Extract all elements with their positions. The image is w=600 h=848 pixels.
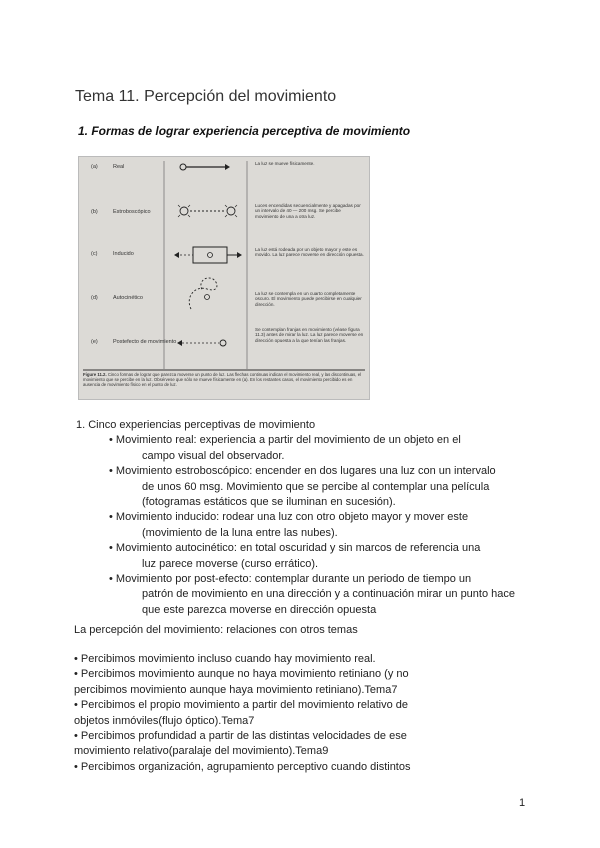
- list-item-line: • Movimiento estroboscópico: encender en dos lugares una luz con un intervalo: [109, 465, 496, 478]
- list-item-line: (fotogramas estáticos que se iluminan en sucesión).: [142, 496, 396, 509]
- relations-line: percibimos movimiento aunque haya movimiento retiniano).Tema7: [74, 683, 398, 696]
- figure-11-2: [78, 156, 370, 400]
- list-item-line: patrón de movimiento en una dirección y a continuación mirar un punto hace: [142, 588, 516, 601]
- row-label: Autocinético: [113, 295, 143, 301]
- row-letter: (e): [91, 339, 98, 345]
- list-item-line: de unos 60 msg. Movimiento que se percibe al contemplar una película: [142, 480, 490, 493]
- row-label: Inducido: [113, 251, 134, 257]
- row-label: Real: [113, 164, 125, 170]
- row-description: La luz está rodeada por un objeto mayor y este es movido. La luz parece moverse en dirección opuesta.: [255, 247, 364, 258]
- figure-caption: Cinco formas de lograr que parezca moverse un punto de luz. Las flechas continuas indican el movimiento real, y las discontinuas, el movimiento que se percibe en la luz. Obsérvese que sólo se mueve físicamente en (a). En los restantes casos, el movimiento percibido es en ausencia de movimiento físico en el punto de luz.: [83, 372, 362, 387]
- list-item: [76, 541, 516, 572]
- row-label: Postefecto de movimiento: [113, 339, 177, 345]
- list-item: [76, 572, 516, 618]
- list-item: [76, 510, 516, 541]
- list-item-line: luz parece moverse (curso errático).: [142, 557, 319, 570]
- list-item-line: • Movimiento por post-efecto: contemplar durante un periodo de tiempo un: [109, 573, 472, 586]
- section-heading: 1. Formas de lograr experiencia perceptiva de movimiento: [78, 124, 411, 138]
- relations-line: objetos inmóviles(flujo óptico).Tema7: [74, 714, 255, 727]
- perceptual-experiences-list: [76, 418, 516, 618]
- relations-line: • Percibimos movimiento incluso cuando hay movimiento real.: [74, 653, 376, 665]
- row-description: Se contemplan franjas en movimiento (véase figura 11.3) antes de mirar la luz. La luz parece moverse en dirección opuesta a la que tenían las franjas.: [255, 327, 364, 343]
- figure-caption-label: Figure 11.2.: [83, 372, 107, 377]
- row-description: Luces encendidas secuencialmente y apagadas por un intervalo de 40 — 200 msg. Se percibe movimiento de una a otra luz.: [255, 203, 361, 219]
- list-item: [76, 433, 516, 464]
- relations-line: • Percibimos organización, agrupamiento perceptivo cuando distintos: [74, 760, 411, 773]
- row-letter: (a): [91, 164, 98, 170]
- page-number: 1: [519, 797, 526, 809]
- row-letter: (d): [91, 295, 98, 301]
- relations-heading: La percepción del movimiento: relaciones con otros temas: [74, 624, 358, 636]
- row-letter: (b): [91, 209, 98, 215]
- list-item-line: • Movimiento autocinético: en total oscuridad y sin marcos de referencia una: [109, 542, 481, 555]
- list-item-line: que este parezca moverse en dirección opuesta: [142, 603, 377, 616]
- list-item-line: campo visual del observador.: [142, 449, 285, 462]
- list-item-line: • Movimiento real: experiencia a partir del movimiento de un objeto en el: [109, 434, 461, 447]
- relations-line: • Percibimos movimiento aunque no haya movimiento retiniano (y no: [74, 668, 409, 681]
- relations-line: movimiento relativo(paralaje del movimiento).Tema9: [74, 745, 329, 758]
- relations-list: [74, 652, 504, 775]
- page-title: Tema 11. Percepción del movimiento: [75, 88, 337, 105]
- row-letter: (c): [91, 251, 98, 257]
- list-item-line: (movimiento de la luna entre las nubes).: [142, 526, 338, 539]
- relations-line: • Percibimos profundidad a partir de las distintas velocidades de ese: [74, 730, 407, 743]
- list-heading: 1. Cinco experiencias perceptivas de movimiento: [76, 419, 316, 431]
- row-description: La luz se contempla en un cuarto completamente oscuro. El movimiento puede percibirse en cualquier dirección.: [255, 291, 362, 307]
- relations-line: • Percibimos el propio movimiento a partir del movimiento relativo de: [74, 699, 408, 712]
- row-description: La luz se mueve físicamente.: [255, 161, 315, 166]
- list-item: [76, 464, 516, 510]
- row-label: Estroboscópico: [113, 209, 151, 215]
- list-item-line: • Movimiento inducido: rodear una luz con otro objeto mayor y mover este: [109, 511, 469, 524]
